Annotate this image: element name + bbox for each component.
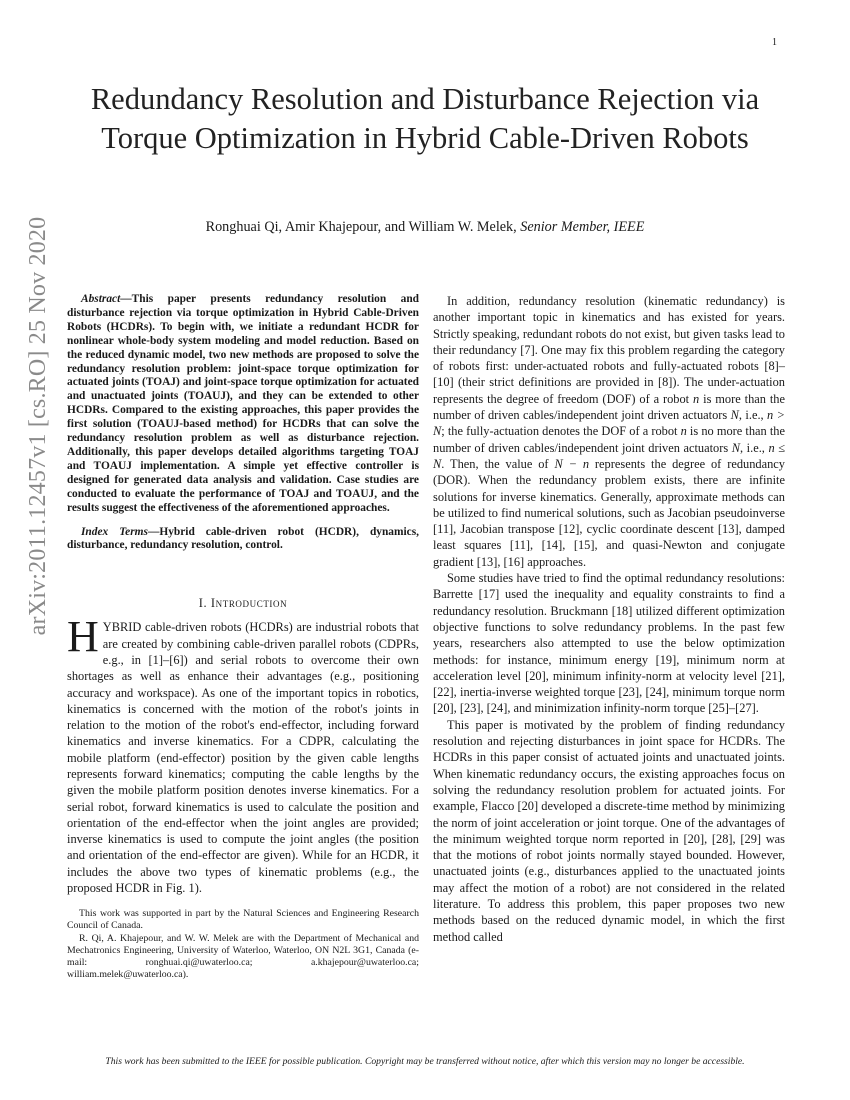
section-title: Introduction — [210, 596, 288, 611]
para1-text-2: is more than the number of driven cables/independent joint driven actuators — [433, 391, 785, 423]
footnote-affiliation: R. Qi, A. Khajepour, and W. W. Melek are with the Department of Mechanical and Mechatronics Engineering, University of Waterloo, Waterloo, ON N2L 3G1, Canada (e-mail: ronghuai.qi@uwaterloo.ca; a.khajepour@uwaterloo.ca; william.melek@uwaterloo.ca). — [67, 932, 419, 980]
left-column — [67, 293, 419, 981]
math-n-le-N: n ≤ N — [433, 440, 786, 471]
dropcap-letter: H — [67, 612, 99, 662]
index-terms-text: —Hybrid cable-driven robot (HCDR), dynamics, disturbance, redundancy resolution, control. — [67, 525, 419, 552]
author-names: Ronghuai Qi, Amir Khajepour, and William W. Melek, — [205, 219, 517, 235]
author-suffix: Senior Member, IEEE — [520, 219, 645, 235]
abstract-lead: Abstract — [81, 293, 121, 305]
redundancy-paragraph — [433, 293, 785, 570]
intro-paragraph — [67, 612, 419, 896]
motivation-paragraph: This paper is motivated by the problem of finding redundancy resolution and rejecting disturbances in joint space for HCDRs. The HCDRs in this paper consist of actuated joints and unactuated joints. When kinematic redundancy occurs, the existing approaches focus on solving the redundancy resolution problem for actuated joints. For example, Flacco [20] developed a discrete-time method by minimizing the norm of joint acceleration or joint torque. One of the advantages of the minimum weighted torque norm reported in [20], [28], [29] was that the motions of robot joints normally stayed bounded. However, unactuated joints (e.g., disturbances applied to the unactuated joints may affect the motion of a robot) are not considered in the related literature. To address this problem, this paper proposes two new methods based on the reduced dynamic model, in which the first method called — [433, 717, 785, 944]
math-n-2: n — [680, 424, 687, 439]
abstract-text: —This paper presents redundancy resolution and disturbance rejection via torque optimization in Hybrid Cable-Driven Robots (HCDRs). To begin with, we initiate a redundant HCDR for nonlinear whole-body system modeling and model reduction. Based on the reduced dynamic model, two new methods are proposed to solve the redundancy resolution problem: joint-space torque optimization for actuated joints (TOAJ) and joint-space torque optimization for actuated and unactuated joints (TOAUJ), and they can be extended to other HCDRs. Compared to the existing approaches, this paper provides the first solution (TOAUJ-based method) for HCDRs that can solve the redundancy resolution problem as well as disturbance rejection. Additionally, this paper develops detailed algorithms targeting TOAJ and TOAUJ implementation. A simple yet effective controller is designed for generated data analysis and validation. Case studies are conducted to evaluate the performance of TOAJ and TOAUJ, and the results suggest the effectiveness of the aforementioned approaches. — [67, 293, 419, 514]
ieee-submission-note: This work has been submitted to the IEEE for possible publication. Copyright may be transferred without notice, after which this version may no longer be accessible. — [105, 1056, 745, 1067]
paper-title: Redundancy Resolution and Disturbance Rejection via Torque Optimization in Hybrid Cable-Driven Robots — [90, 82, 760, 155]
para1-text-7: . Then, the value of — [441, 456, 555, 471]
para1-text-6: , i.e., — [740, 440, 769, 455]
math-n: n — [693, 391, 700, 406]
optimal-resolution-paragraph: Some studies have tried to find the optimal redundancy resolutions: Barrette [17] used the inequality and equality constraints to find a redundancy resolution. Bruckmann [18] utilized different optimization objective functions to solve redundancy problems. In the past few years, researchers also attempted to use the below optimization methods: for instance, minimum energy [19], minimum norm at acceleration level [20], minimum infinity-norm at velocity level [21], [22], inertia-inverse weighted torque [23], [24], minimum torque norm [20], [23], [24], and minimization infinity-norm torque [25]–[27]. — [433, 571, 785, 716]
math-N-2: N — [731, 440, 741, 455]
arxiv-sidebar-stamp: arXiv:2011.12457v1 [cs.RO] 25 Nov 2020 — [24, 216, 51, 636]
right-column — [433, 293, 785, 945]
para1-text-5: is no more than the number of driven cables/independent joint driven actuators — [433, 424, 785, 455]
index-terms — [67, 526, 419, 554]
footnote-funding: This work was supported in part by the Natural Sciences and Engineering Research Council of Canada. — [67, 908, 419, 932]
section-number: I. — [198, 596, 208, 611]
section-heading-introduction — [67, 596, 419, 611]
math-N-minus-n: N − n — [554, 456, 590, 471]
para1-text-3: , i.e., — [738, 408, 768, 423]
para1-text-1: In addition, redundancy resolution (kinematic redundancy) is another important topic in kinematics and has existed for years. Strictly speaking, redundant robots do not exist, but given tasks lead to their redundancy [7]. One may fix this problem regarding the category of robots first: under-actuated robots and fully-actuated robots [8]–[10] (their strict definitions are provided in [8]). The under-actuation represents the degree of freedom (DOF) of a robot — [433, 294, 785, 406]
para1-text-4: ; the fully-actuation denotes the DOF of a robot — [441, 424, 681, 439]
author-line — [60, 219, 790, 236]
para1-text-8: represents the degree of redundancy (DOR). When the redundancy problem exists, there are infinite solutions for inverse kinematics. Generally, approximate methods can be utilized to find numerical solutions, such as Jacobian pseudoinverse [11], Jacobian transpose [12], cyclic coordinate descent [13], damped least squares [11], [14], [15], and quasi-Newton and conjugate gradient [13], [16] approaches. — [433, 456, 785, 569]
page-number: 1 — [772, 37, 777, 48]
math-N: N — [730, 408, 739, 423]
index-terms-lead: Index Terms — [81, 525, 148, 538]
math-n-gt-N: n > N — [433, 408, 785, 439]
intro-text: YBRID cable-driven robots (HCDRs) are industrial robots that are created by combining cable-driven parallel robots (CDPRs, e.g., in [1]–[6]) and serial robots to overcome their own shortages as well as enhance their advantages (e.g., positioning accuracy and workspace). As one of the important topics in robotics, kinematics is concerned with the motion of the robot's joints in relation to the motion of the robot's end-effector, including forward kinematics and inverse kinematics. For a CDPR, calculating the mobile platform (end-effector) position by the given cable lengths represents forward kinematics; computing the cable lengths by the given the mobile platform position denotes inverse kinematics. For a serial robot, forward kinematics is used to calculate the position and orientation of the end-effector when the joint angles are provided; inverse kinematics is used to compute the joint angles (the position and orientation of the end-effector are given). While for an HCDR, it includes the above two types of kinematic problems (e.g., the proposed HCDR in Fig. 1). — [67, 620, 419, 896]
abstract — [67, 293, 419, 516]
